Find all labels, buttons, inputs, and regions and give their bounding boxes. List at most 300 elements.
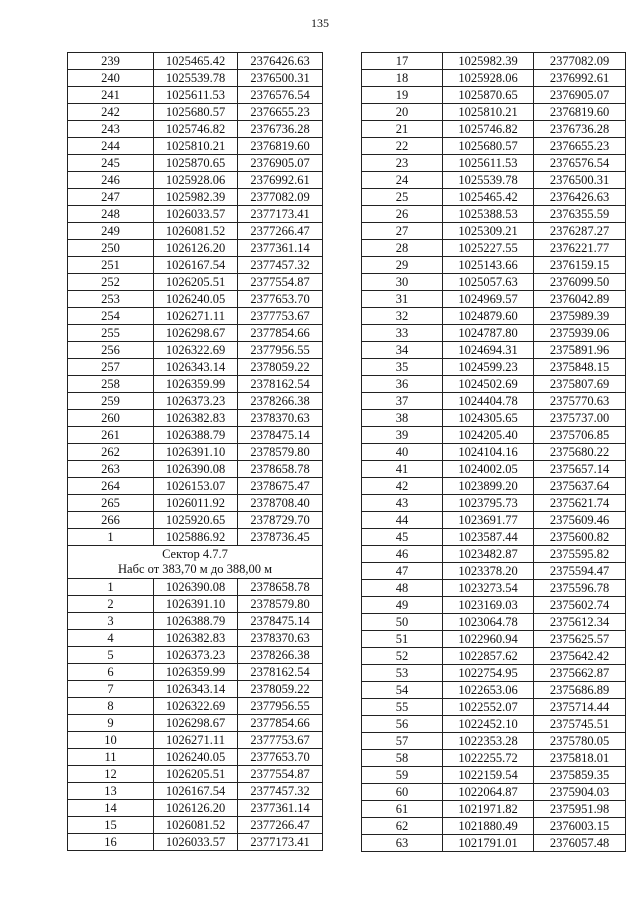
x-coordinate-cell: 1022255.72 <box>443 750 534 767</box>
y-coordinate-cell: 2377361.14 <box>238 240 323 257</box>
point-number-cell: 245 <box>68 155 154 172</box>
x-coordinate-cell: 1026011.92 <box>154 495 238 512</box>
table-row <box>68 155 323 172</box>
x-coordinate-cell: 1022159.54 <box>443 767 534 784</box>
y-coordinate-cell: 2376057.48 <box>534 835 626 852</box>
x-coordinate-cell: 1025309.21 <box>443 223 534 240</box>
y-coordinate-cell: 2375596.78 <box>534 580 626 597</box>
point-number-cell: 3 <box>68 613 154 630</box>
table-row <box>362 53 626 70</box>
table-row <box>362 206 626 223</box>
y-coordinate-cell: 2375859.35 <box>534 767 626 784</box>
y-coordinate-cell: 2377457.32 <box>238 783 323 800</box>
x-coordinate-cell: 1023691.77 <box>443 512 534 529</box>
x-coordinate-cell: 1026205.51 <box>154 766 238 783</box>
point-number-cell: 36 <box>362 376 443 393</box>
table-row <box>68 240 323 257</box>
x-coordinate-cell: 1025810.21 <box>443 104 534 121</box>
table-row <box>68 104 323 121</box>
x-coordinate-cell: 1024305.65 <box>443 410 534 427</box>
point-number-cell: 45 <box>362 529 443 546</box>
point-number-cell: 59 <box>362 767 443 784</box>
x-coordinate-cell: 1026343.14 <box>154 681 238 698</box>
x-coordinate-cell: 1025886.92 <box>154 529 238 546</box>
x-coordinate-cell: 1025920.65 <box>154 512 238 529</box>
y-coordinate-cell: 2377854.66 <box>238 715 323 732</box>
sector-title: Сектор 4.7.7 <box>162 547 228 561</box>
table-row <box>68 359 323 376</box>
table-row <box>68 410 323 427</box>
y-coordinate-cell: 2378658.78 <box>238 579 323 596</box>
x-coordinate-cell: 1026167.54 <box>154 783 238 800</box>
y-coordinate-cell: 2375714.44 <box>534 699 626 716</box>
table-row <box>68 444 323 461</box>
y-coordinate-cell: 2375951.98 <box>534 801 626 818</box>
y-coordinate-cell: 2375770.63 <box>534 393 626 410</box>
table-row <box>362 70 626 87</box>
table-row <box>362 87 626 104</box>
x-coordinate-cell: 1025982.39 <box>154 189 238 206</box>
x-coordinate-cell: 1024694.31 <box>443 342 534 359</box>
table-row <box>362 631 626 648</box>
point-number-cell: 242 <box>68 104 154 121</box>
x-coordinate-cell: 1026391.10 <box>154 444 238 461</box>
point-number-cell: 24 <box>362 172 443 189</box>
y-coordinate-cell: 2377554.87 <box>238 274 323 291</box>
point-number-cell: 30 <box>362 274 443 291</box>
point-number-cell: 244 <box>68 138 154 155</box>
table-row <box>362 410 626 427</box>
point-number-cell: 14 <box>68 800 154 817</box>
point-number-cell: 250 <box>68 240 154 257</box>
point-number-cell: 258 <box>68 376 154 393</box>
x-coordinate-cell: 1026390.08 <box>154 461 238 478</box>
y-coordinate-cell: 2377653.70 <box>238 291 323 308</box>
x-coordinate-cell: 1025870.65 <box>443 87 534 104</box>
table-row <box>362 104 626 121</box>
table-row <box>68 715 323 732</box>
table-row <box>68 732 323 749</box>
y-coordinate-cell: 2375818.01 <box>534 750 626 767</box>
y-coordinate-cell: 2377082.09 <box>534 53 626 70</box>
point-number-cell: 51 <box>362 631 443 648</box>
point-number-cell: 44 <box>362 512 443 529</box>
y-coordinate-cell: 2376992.61 <box>534 70 626 87</box>
table-row <box>362 835 626 852</box>
point-number-cell: 63 <box>362 835 443 852</box>
x-coordinate-cell: 1026126.20 <box>154 800 238 817</box>
table-row <box>362 172 626 189</box>
sector-subtitle: Набс от 383,70 м до 388,00 м <box>118 562 272 576</box>
table-row <box>362 767 626 784</box>
y-coordinate-cell: 2375745.51 <box>534 716 626 733</box>
table-row <box>68 766 323 783</box>
y-coordinate-cell: 2378475.14 <box>238 613 323 630</box>
table-row <box>68 308 323 325</box>
y-coordinate-cell: 2377854.66 <box>238 325 323 342</box>
point-number-cell: 40 <box>362 444 443 461</box>
x-coordinate-cell: 1023064.78 <box>443 614 534 631</box>
x-coordinate-cell: 1026240.05 <box>154 749 238 766</box>
point-number-cell: 37 <box>362 393 443 410</box>
x-coordinate-cell: 1026081.52 <box>154 817 238 834</box>
point-number-cell: 18 <box>362 70 443 87</box>
y-coordinate-cell: 2377554.87 <box>238 766 323 783</box>
point-number-cell: 33 <box>362 325 443 342</box>
point-number-cell: 8 <box>68 698 154 715</box>
x-coordinate-cell: 1026271.11 <box>154 308 238 325</box>
y-coordinate-cell: 2376819.60 <box>534 104 626 121</box>
y-coordinate-cell: 2375612.34 <box>534 614 626 631</box>
point-number-cell: 56 <box>362 716 443 733</box>
point-number-cell: 31 <box>362 291 443 308</box>
y-coordinate-cell: 2375600.82 <box>534 529 626 546</box>
table-row <box>362 257 626 274</box>
y-coordinate-cell: 2375625.57 <box>534 631 626 648</box>
table-row <box>68 512 323 529</box>
point-number-cell: 47 <box>362 563 443 580</box>
point-number-cell: 16 <box>68 834 154 851</box>
point-number-cell: 27 <box>362 223 443 240</box>
point-number-cell: 55 <box>362 699 443 716</box>
x-coordinate-cell: 1025746.82 <box>443 121 534 138</box>
point-number-cell: 48 <box>362 580 443 597</box>
x-coordinate-cell: 1023899.20 <box>443 478 534 495</box>
x-coordinate-cell: 1025227.55 <box>443 240 534 257</box>
point-number-cell: 254 <box>68 308 154 325</box>
y-coordinate-cell: 2375602.74 <box>534 597 626 614</box>
point-number-cell: 19 <box>362 87 443 104</box>
point-number-cell: 61 <box>362 801 443 818</box>
y-coordinate-cell: 2378475.14 <box>238 427 323 444</box>
table-row <box>68 529 323 546</box>
point-number-cell: 12 <box>68 766 154 783</box>
x-coordinate-cell: 1025539.78 <box>443 172 534 189</box>
point-number-cell: 6 <box>68 664 154 681</box>
x-coordinate-cell: 1025539.78 <box>154 70 238 87</box>
point-number-cell: 241 <box>68 87 154 104</box>
table-row <box>362 240 626 257</box>
table-row <box>68 291 323 308</box>
y-coordinate-cell: 2375595.82 <box>534 546 626 563</box>
point-number-cell: 57 <box>362 733 443 750</box>
table-row <box>362 699 626 716</box>
y-coordinate-cell: 2376426.63 <box>534 189 626 206</box>
point-number-cell: 52 <box>362 648 443 665</box>
left-table-body <box>68 53 323 851</box>
table-row <box>362 155 626 172</box>
point-number-cell: 260 <box>68 410 154 427</box>
table-row <box>68 121 323 138</box>
table-row <box>68 53 323 70</box>
y-coordinate-cell: 2378162.54 <box>238 664 323 681</box>
y-coordinate-cell: 2375848.15 <box>534 359 626 376</box>
page-number: 135 <box>311 16 329 30</box>
point-number-cell: 42 <box>362 478 443 495</box>
table-row <box>68 681 323 698</box>
y-coordinate-cell: 2375662.87 <box>534 665 626 682</box>
x-coordinate-cell: 1025143.66 <box>443 257 534 274</box>
x-coordinate-cell: 1025746.82 <box>154 121 238 138</box>
point-number-cell: 41 <box>362 461 443 478</box>
point-number-cell: 15 <box>68 817 154 834</box>
y-coordinate-cell: 2378708.40 <box>238 495 323 512</box>
y-coordinate-cell: 2376003.15 <box>534 818 626 835</box>
table-row <box>362 682 626 699</box>
y-coordinate-cell: 2375609.46 <box>534 512 626 529</box>
table-row <box>362 342 626 359</box>
point-number-cell: 252 <box>68 274 154 291</box>
y-coordinate-cell: 2376355.59 <box>534 206 626 223</box>
point-number-cell: 53 <box>362 665 443 682</box>
y-coordinate-cell: 2376159.15 <box>534 257 626 274</box>
table-row <box>362 784 626 801</box>
y-coordinate-cell: 2376905.07 <box>534 87 626 104</box>
table-row <box>362 393 626 410</box>
y-coordinate-cell: 2378370.63 <box>238 630 323 647</box>
x-coordinate-cell: 1022960.94 <box>443 631 534 648</box>
table-row <box>362 716 626 733</box>
point-number-cell: 10 <box>68 732 154 749</box>
x-coordinate-cell: 1025928.06 <box>154 172 238 189</box>
x-coordinate-cell: 1022353.28 <box>443 733 534 750</box>
y-coordinate-cell: 2378266.38 <box>238 393 323 410</box>
y-coordinate-cell: 2378736.45 <box>238 529 323 546</box>
x-coordinate-cell: 1025982.39 <box>443 53 534 70</box>
point-number-cell: 263 <box>68 461 154 478</box>
table-row <box>362 138 626 155</box>
y-coordinate-cell: 2378370.63 <box>238 410 323 427</box>
table-row <box>362 444 626 461</box>
table-row <box>68 87 323 104</box>
point-number-cell: 50 <box>362 614 443 631</box>
x-coordinate-cell: 1025465.42 <box>154 53 238 70</box>
x-coordinate-cell: 1023169.03 <box>443 597 534 614</box>
y-coordinate-cell: 2378579.80 <box>238 444 323 461</box>
y-coordinate-cell: 2377753.67 <box>238 308 323 325</box>
table-row <box>362 750 626 767</box>
point-number-cell: 11 <box>68 749 154 766</box>
table-row <box>68 478 323 495</box>
point-number-cell: 20 <box>362 104 443 121</box>
x-coordinate-cell: 1026167.54 <box>154 257 238 274</box>
y-coordinate-cell: 2377956.55 <box>238 342 323 359</box>
point-number-cell: 22 <box>362 138 443 155</box>
table-row <box>68 70 323 87</box>
point-number-cell: 1 <box>68 529 154 546</box>
x-coordinate-cell: 1023795.73 <box>443 495 534 512</box>
x-coordinate-cell: 1026388.79 <box>154 427 238 444</box>
y-coordinate-cell: 2378579.80 <box>238 596 323 613</box>
y-coordinate-cell: 2376736.28 <box>534 121 626 138</box>
table-row <box>362 325 626 342</box>
x-coordinate-cell: 1025810.21 <box>154 138 238 155</box>
table-row <box>68 427 323 444</box>
table-row <box>68 579 323 596</box>
x-coordinate-cell: 1026390.08 <box>154 579 238 596</box>
sector-header-row <box>68 546 323 579</box>
x-coordinate-cell: 1022064.87 <box>443 784 534 801</box>
x-coordinate-cell: 1025870.65 <box>154 155 238 172</box>
x-coordinate-cell: 1025465.42 <box>443 189 534 206</box>
point-number-cell: 1 <box>68 579 154 596</box>
x-coordinate-cell: 1025928.06 <box>443 70 534 87</box>
point-number-cell: 2 <box>68 596 154 613</box>
table-row <box>362 291 626 308</box>
y-coordinate-cell: 2376576.54 <box>238 87 323 104</box>
point-number-cell: 253 <box>68 291 154 308</box>
x-coordinate-cell: 1022552.07 <box>443 699 534 716</box>
y-coordinate-cell: 2375657.14 <box>534 461 626 478</box>
x-coordinate-cell: 1026205.51 <box>154 274 238 291</box>
table-row <box>68 206 323 223</box>
table-row <box>362 563 626 580</box>
x-coordinate-cell: 1026126.20 <box>154 240 238 257</box>
table-row <box>68 172 323 189</box>
point-number-cell: 46 <box>362 546 443 563</box>
table-row <box>68 749 323 766</box>
table-row <box>362 308 626 325</box>
table-row <box>362 529 626 546</box>
y-coordinate-cell: 2378162.54 <box>238 376 323 393</box>
table-row <box>362 427 626 444</box>
x-coordinate-cell: 1026382.83 <box>154 630 238 647</box>
y-coordinate-cell: 2375680.22 <box>534 444 626 461</box>
table-row <box>68 613 323 630</box>
y-coordinate-cell: 2376819.60 <box>238 138 323 155</box>
y-coordinate-cell: 2377956.55 <box>238 698 323 715</box>
x-coordinate-cell: 1022857.62 <box>443 648 534 665</box>
y-coordinate-cell: 2377457.32 <box>238 257 323 274</box>
x-coordinate-cell: 1021791.01 <box>443 835 534 852</box>
table-row <box>362 359 626 376</box>
table-row <box>68 800 323 817</box>
y-coordinate-cell: 2376500.31 <box>534 172 626 189</box>
y-coordinate-cell: 2378729.70 <box>238 512 323 529</box>
table-row <box>68 342 323 359</box>
x-coordinate-cell: 1026382.83 <box>154 410 238 427</box>
y-coordinate-cell: 2375642.42 <box>534 648 626 665</box>
y-coordinate-cell: 2375686.89 <box>534 682 626 699</box>
table-row <box>362 665 626 682</box>
x-coordinate-cell: 1023273.54 <box>443 580 534 597</box>
x-coordinate-cell: 1026240.05 <box>154 291 238 308</box>
table-row <box>68 461 323 478</box>
x-coordinate-cell: 1026343.14 <box>154 359 238 376</box>
x-coordinate-cell: 1025680.57 <box>443 138 534 155</box>
x-coordinate-cell: 1024002.05 <box>443 461 534 478</box>
y-coordinate-cell: 2375904.03 <box>534 784 626 801</box>
x-coordinate-cell: 1023378.20 <box>443 563 534 580</box>
left-coordinates-table <box>67 52 323 851</box>
y-coordinate-cell: 2378675.47 <box>238 478 323 495</box>
point-number-cell: 43 <box>362 495 443 512</box>
table-row <box>362 580 626 597</box>
y-coordinate-cell: 2375706.85 <box>534 427 626 444</box>
point-number-cell: 243 <box>68 121 154 138</box>
x-coordinate-cell: 1024599.23 <box>443 359 534 376</box>
x-coordinate-cell: 1022754.95 <box>443 665 534 682</box>
point-number-cell: 17 <box>362 53 443 70</box>
table-row <box>68 664 323 681</box>
y-coordinate-cell: 2375807.69 <box>534 376 626 393</box>
table-row <box>68 630 323 647</box>
y-coordinate-cell: 2377361.14 <box>238 800 323 817</box>
point-number-cell: 26 <box>362 206 443 223</box>
point-number-cell: 246 <box>68 172 154 189</box>
table-row <box>362 376 626 393</box>
y-coordinate-cell: 2377173.41 <box>238 206 323 223</box>
point-number-cell: 240 <box>68 70 154 87</box>
table-row <box>68 834 323 851</box>
x-coordinate-cell: 1026298.67 <box>154 325 238 342</box>
x-coordinate-cell: 1026359.99 <box>154 376 238 393</box>
y-coordinate-cell: 2377653.70 <box>238 749 323 766</box>
y-coordinate-cell: 2375891.96 <box>534 342 626 359</box>
point-number-cell: 262 <box>68 444 154 461</box>
point-number-cell: 239 <box>68 53 154 70</box>
x-coordinate-cell: 1025680.57 <box>154 104 238 121</box>
y-coordinate-cell: 2378658.78 <box>238 461 323 478</box>
y-coordinate-cell: 2375939.06 <box>534 325 626 342</box>
y-coordinate-cell: 2375737.00 <box>534 410 626 427</box>
x-coordinate-cell: 1026153.07 <box>154 478 238 495</box>
y-coordinate-cell: 2378059.22 <box>238 681 323 698</box>
x-coordinate-cell: 1025611.53 <box>154 87 238 104</box>
x-coordinate-cell: 1024787.80 <box>443 325 534 342</box>
y-coordinate-cell: 2376736.28 <box>238 121 323 138</box>
table-row <box>362 223 626 240</box>
table-row <box>68 325 323 342</box>
y-coordinate-cell: 2376221.77 <box>534 240 626 257</box>
table-row <box>362 495 626 512</box>
x-coordinate-cell: 1026322.69 <box>154 342 238 359</box>
y-coordinate-cell: 2377753.67 <box>238 732 323 749</box>
right-coordinates-table <box>361 52 626 852</box>
point-number-cell: 261 <box>68 427 154 444</box>
y-coordinate-cell: 2375621.74 <box>534 495 626 512</box>
point-number-cell: 39 <box>362 427 443 444</box>
y-coordinate-cell: 2376500.31 <box>238 70 323 87</box>
point-number-cell: 62 <box>362 818 443 835</box>
x-coordinate-cell: 1026081.52 <box>154 223 238 240</box>
x-coordinate-cell: 1026359.99 <box>154 664 238 681</box>
y-coordinate-cell: 2376655.23 <box>534 138 626 155</box>
point-number-cell: 13 <box>68 783 154 800</box>
point-number-cell: 266 <box>68 512 154 529</box>
point-number-cell: 265 <box>68 495 154 512</box>
table-row <box>362 512 626 529</box>
point-number-cell: 247 <box>68 189 154 206</box>
point-number-cell: 49 <box>362 597 443 614</box>
x-coordinate-cell: 1022653.06 <box>443 682 534 699</box>
table-row <box>362 546 626 563</box>
y-coordinate-cell: 2376042.89 <box>534 291 626 308</box>
table-row <box>68 393 323 410</box>
table-row <box>68 817 323 834</box>
point-number-cell: 23 <box>362 155 443 172</box>
y-coordinate-cell: 2377082.09 <box>238 189 323 206</box>
table-row <box>362 818 626 835</box>
y-coordinate-cell: 2376576.54 <box>534 155 626 172</box>
x-coordinate-cell: 1025388.53 <box>443 206 534 223</box>
x-coordinate-cell: 1023587.44 <box>443 529 534 546</box>
x-coordinate-cell: 1024205.40 <box>443 427 534 444</box>
y-coordinate-cell: 2375594.47 <box>534 563 626 580</box>
point-number-cell: 34 <box>362 342 443 359</box>
table-row <box>362 189 626 206</box>
point-number-cell: 60 <box>362 784 443 801</box>
